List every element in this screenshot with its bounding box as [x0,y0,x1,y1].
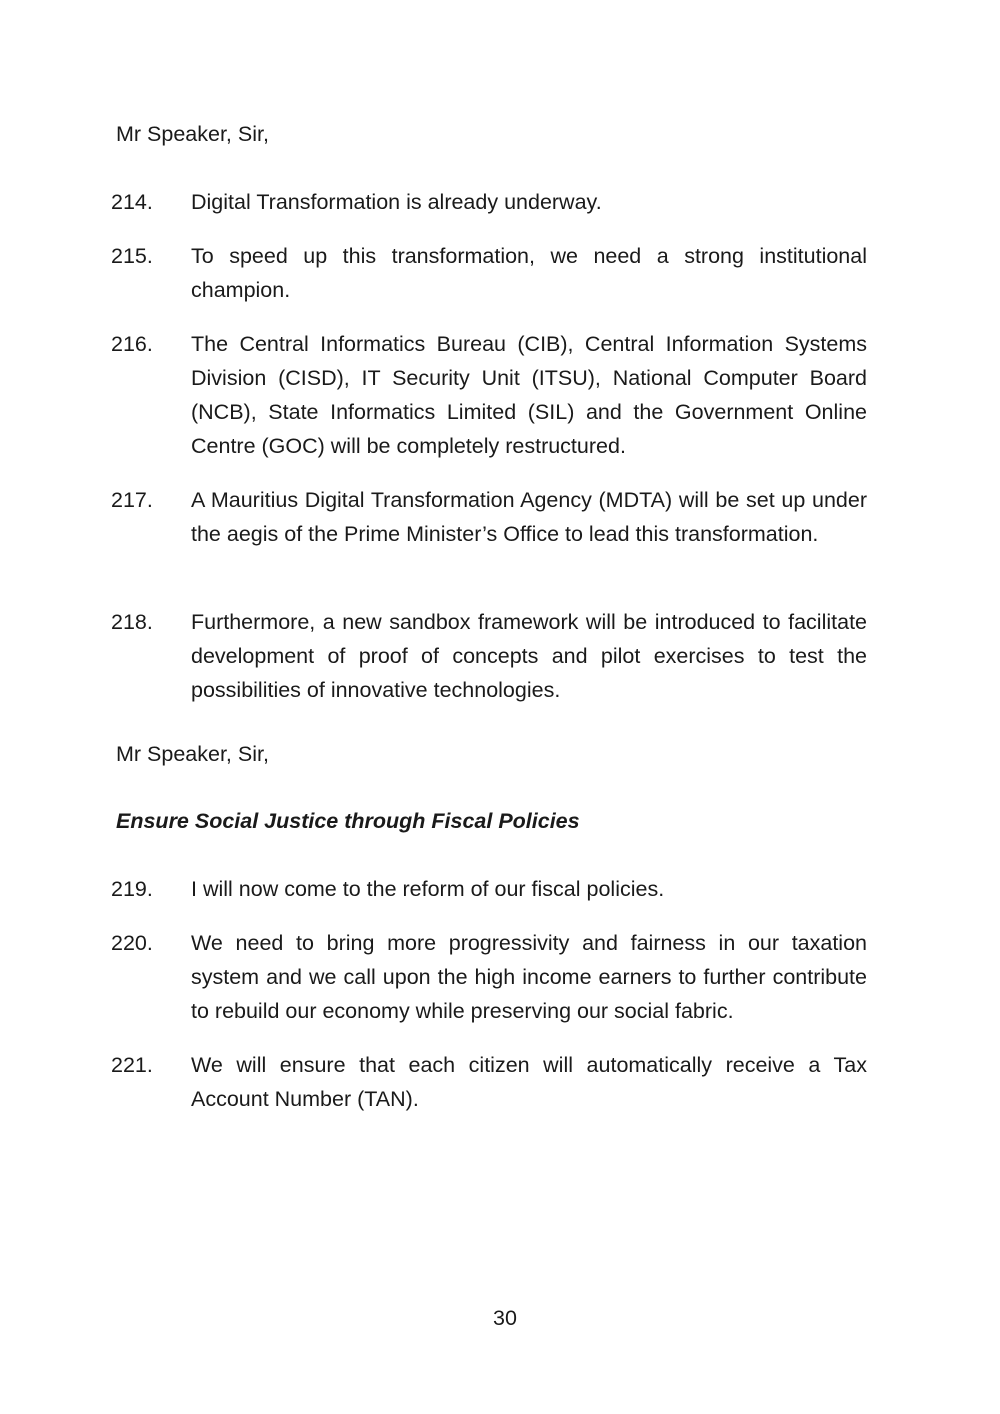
paragraph-number: 220. [111,931,153,955]
paragraph-number: 218. [111,610,153,634]
paragraph-text: The Central Informatics Bureau (CIB), Central Information Systems Division (CISD), IT Security Unit (ITSU), National Computer Board (NCB), State Informatics Limited (SIL) and the Government Online Centre (GOC) will be completely restructured. [191,332,867,458]
paragraph-text: We need to bring more progressivity and fairness in our taxation system and we call upon the high income earners to further contribute to rebuild our economy while preserving our social fabric. [191,931,867,1023]
salutation: Mr Speaker, Sir, [116,742,269,766]
paragraph-text: I will now come to the reform of our fiscal policies. [191,877,665,901]
paragraph-215 [111,239,867,307]
paragraph-221 [111,1048,867,1116]
paragraph-text: A Mauritius Digital Transformation Agency (MDTA) will be set up under the aegis of the Prime Minister’s Office to lead this transformation. [191,488,867,546]
paragraph-216 [111,327,867,463]
section-heading: Ensure Social Justice through Fiscal Policies [116,809,580,833]
paragraph-number: 221. [111,1053,153,1077]
paragraph-217 [111,483,867,551]
page-number: 30 [493,1306,517,1330]
paragraph-number: 219. [111,877,153,901]
paragraph-220 [111,926,867,1028]
paragraph-218 [111,605,867,707]
paragraph-number: 214. [111,190,153,214]
paragraph-219 [111,872,867,906]
paragraph-text: Digital Transformation is already underway. [191,190,602,214]
paragraph-text: To speed up this transformation, we need a strong institutional champion. [191,244,867,302]
paragraph-number: 215. [111,244,153,268]
paragraph-number: 217. [111,488,153,512]
paragraph-number: 216. [111,332,153,356]
paragraph-text: Furthermore, a new sandbox framework will be introduced to facilitate development of proof of concepts and pilot exercises to test the possibilities of innovative technologies. [191,610,867,702]
paragraph-text: We will ensure that each citizen will automatically receive a Tax Account Number (TAN). [191,1053,867,1111]
paragraph-214 [111,185,867,219]
salutation: Mr Speaker, Sir, [116,122,269,146]
